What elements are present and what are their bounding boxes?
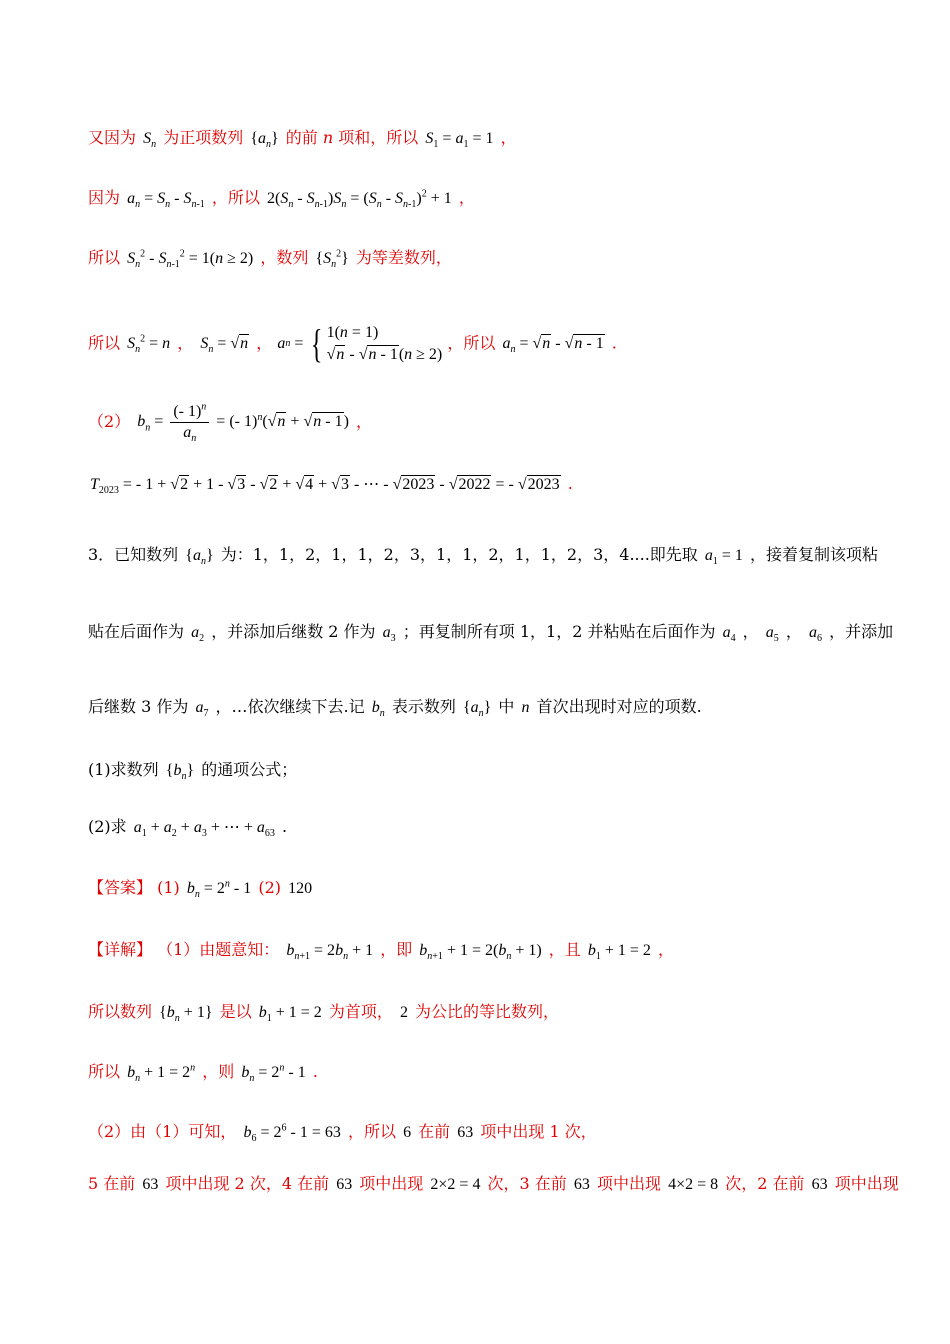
detail-line-1: 【详解】 （1）由题意知： $b_{n+1} = 2b_n + 1$ ，即 $b_{n+1} + 1 = 2(b_n + 1)$ ，且 $b_1 + 1 = 2$ ， [88, 940, 675, 962]
problem3-line-1: 3．已知数列 $\{a_n\}$ 为：1，1，2，1，1，2，3，1，1，2，1，1，2，3，4....即先取 $a_1 = 1$ ，接着复制该项粘 [88, 545, 879, 567]
math-an-result: $a_n = √n - √n - 1$ [502, 335, 604, 356]
math-sum-a63: $a_1 + a_2 + a_3$ + ⋯ + $a_{63}$ [133, 818, 275, 839]
math-T2023: $T_{2023}$ = - 1 + √2 + 1 - √3 - √2 + √4 + √3 - ⋯ - √2023 - √2022 = - √2023 [90, 475, 560, 496]
math-6: 6 [403, 1123, 412, 1141]
math-seq-bn-plus1: $\{b_n + 1\}$ [159, 1003, 213, 1024]
math-b6: $b_6 = 2^6 - 1 = 63$ [243, 1122, 341, 1144]
math-bn-eq: $b_n = 2^n - 1$ [241, 1062, 306, 1084]
solution-line-5: （2） $b_n$ = $\frac{(- 1)^n}{a_n}$ = (- 1)$^n$(√n + √n - 1) ， [88, 401, 372, 445]
solution-line-6: $T_{2023}$ = - 1 + √2 + 1 - √3 - √2 + √4 + √3 - ⋯ - √2023 - √2022 = - √2023 . [90, 474, 573, 496]
math-bn-formula: $b_n = 2^n - 1$ [186, 878, 252, 900]
math-seq-an: $\{a_n\}$ [250, 129, 279, 150]
answer-line: 【答案】 (1) $b_n = 2^n - 1$ (2) 120 [88, 878, 313, 900]
detail-label: 【详解】 [88, 940, 153, 959]
math-2x2: 2×2 = 4 [430, 1175, 481, 1193]
math-63: 63 [573, 1175, 590, 1193]
math-recurrence: $2(S_n - S_{n-1})S_n = (S_n - S_{n-1})^2 + 1$ [267, 188, 452, 210]
detail-line-3: 所以 $b_n + 1 = 2^n$ ，则 $b_n = 2^n - 1$ . [88, 1062, 318, 1084]
math-b1-plus1: $b_1 + 1 = 2$ [587, 941, 651, 962]
math-63: 63 [336, 1175, 353, 1193]
solution-line-4: 所以 $S_n^2 = n$ ， $S_n = √n$ ， a n = { 1(n = 1) √n - √n - 1(n ≥ 2) ，所以 $a_n = √n - √n - 1$ . [88, 321, 617, 366]
math-Sn: $S_n$ [143, 129, 157, 150]
solution-line-1: 又因为 $S_n$ 为正项数列 $\{a_n\}$ 的前 n 项和，所以 $S_1 = a_1 = 1$ ， [88, 128, 517, 150]
detail-line-5: 5 在前 63 项中出现 2 次，4 在前 63 项中出现 2×2 = 4 次，3 在前 63 项中出现 4×2 = 8 次，2 在前 63 项中出现 [88, 1174, 899, 1193]
math-a3: $a_3$ [382, 623, 396, 644]
math-ratio-2: 2 [399, 1003, 408, 1021]
math-a2: $a_2$ [191, 623, 205, 644]
math-Sn-sqrt: $S_n = √n$ [200, 335, 249, 356]
math-bn: $b_n$ [371, 698, 385, 719]
math-seq-an: $\{a_n\}$ [185, 546, 214, 567]
math-S1-eq: $S_1 = a_1 = 1$ [425, 129, 494, 150]
math-bn-recurrence: $b_{n+1} = 2b_n + 1$ [286, 941, 374, 962]
math-a6: $a_6$ [808, 623, 822, 644]
math-63: 63 [142, 1175, 159, 1193]
math-4x2: 4×2 = 8 [668, 1175, 719, 1193]
math-b1-plus1: $b_1 + 1 = 2$ [258, 1003, 322, 1024]
math-bn-def: $b_n$ = $\frac{(- 1)^n}{a_n}$ = (- 1)$^n$(√n + √n - 1) [137, 401, 349, 445]
math-a5: $a_5$ [765, 623, 779, 644]
math-an-diff: $a_n = S_n - S_{n-1}$ [127, 189, 205, 210]
math-a1-eq: $a_1 = 1$ [704, 546, 743, 567]
math-a4: $a_4$ [722, 623, 736, 644]
problem3-question-2: (2)求 $a_1 + a_2 + a_3$ + ⋯ + $a_{63}$ . [88, 817, 288, 839]
detail-line-4: （2）由（1）可知， $b_6 = 2^6 - 1 = 63$ ，所以 6 在前 63 项中出现 1 次， [88, 1122, 597, 1144]
math-Sn2-eq: $S_n^2 = n$ [127, 333, 171, 356]
answer-value-2: 120 [288, 879, 313, 897]
problem3-line-2: 贴在后面作为 $a_2$ ，并添加后继数 2 作为 $a_3$ ；再复制所有项 1，1，2 并粘贴在后面作为 $a_4$ ， $a_5$ ， $a_6$ ，并添加 [88, 622, 894, 644]
detail-line-2: 所以数列 $\{b_n + 1\}$ 是以 $b_1 + 1 = 2$ 为首项， 2 为公比的等比数列， [88, 1002, 560, 1024]
math-a7: $a_7$ [195, 698, 209, 719]
math-n: n [521, 698, 530, 716]
math-bn-plus1-eq: $b_n + 1 = 2^n$ [127, 1062, 196, 1084]
math-sq-diff: $S_n^2 - S_{n-1}^2 = 1(n \ge 2)$ [127, 248, 254, 270]
answer-label: 【答案】 [88, 878, 153, 897]
problem3-question-1: (1)求数列 $\{b_n\}$ 的通项公式； [88, 760, 298, 782]
math-seq-bn: $\{b_n\}$ [165, 761, 195, 782]
math-an-piecewise: a n = { 1(n = 1) √n - √n - 1(n ≥ 2) [277, 321, 443, 366]
solution-line-3: 所以 $S_n^2 - S_{n-1}^2 = 1(n \ge 2)$ ，数列 $\{S_n^2\}$ 为等差数列， [88, 248, 452, 270]
solution-line-2: 因为 $a_n = S_n - S_{n-1}$ ，所以 $2(S_n - S_{n-1})S_n = (S_n - S_{n-1})^2 + 1$ ， [88, 188, 475, 210]
problem3-line-3: 后继数 3 作为 $a_7$ ，…依次继续下去.记 $b_n$ 表示数列 $\{a_n\}$ 中 n 首次出现时对应的项数. [88, 697, 702, 719]
math-seq-Sn2: $\{S_n^2\}$ [315, 248, 349, 270]
math-63: 63 [811, 1175, 828, 1193]
math-bn-plus1-recurrence: $b_{n+1} + 1 = 2(b_n + 1)$ [419, 941, 542, 962]
math-seq-an: $\{a_n\}$ [462, 698, 492, 719]
math-63: 63 [457, 1123, 474, 1141]
